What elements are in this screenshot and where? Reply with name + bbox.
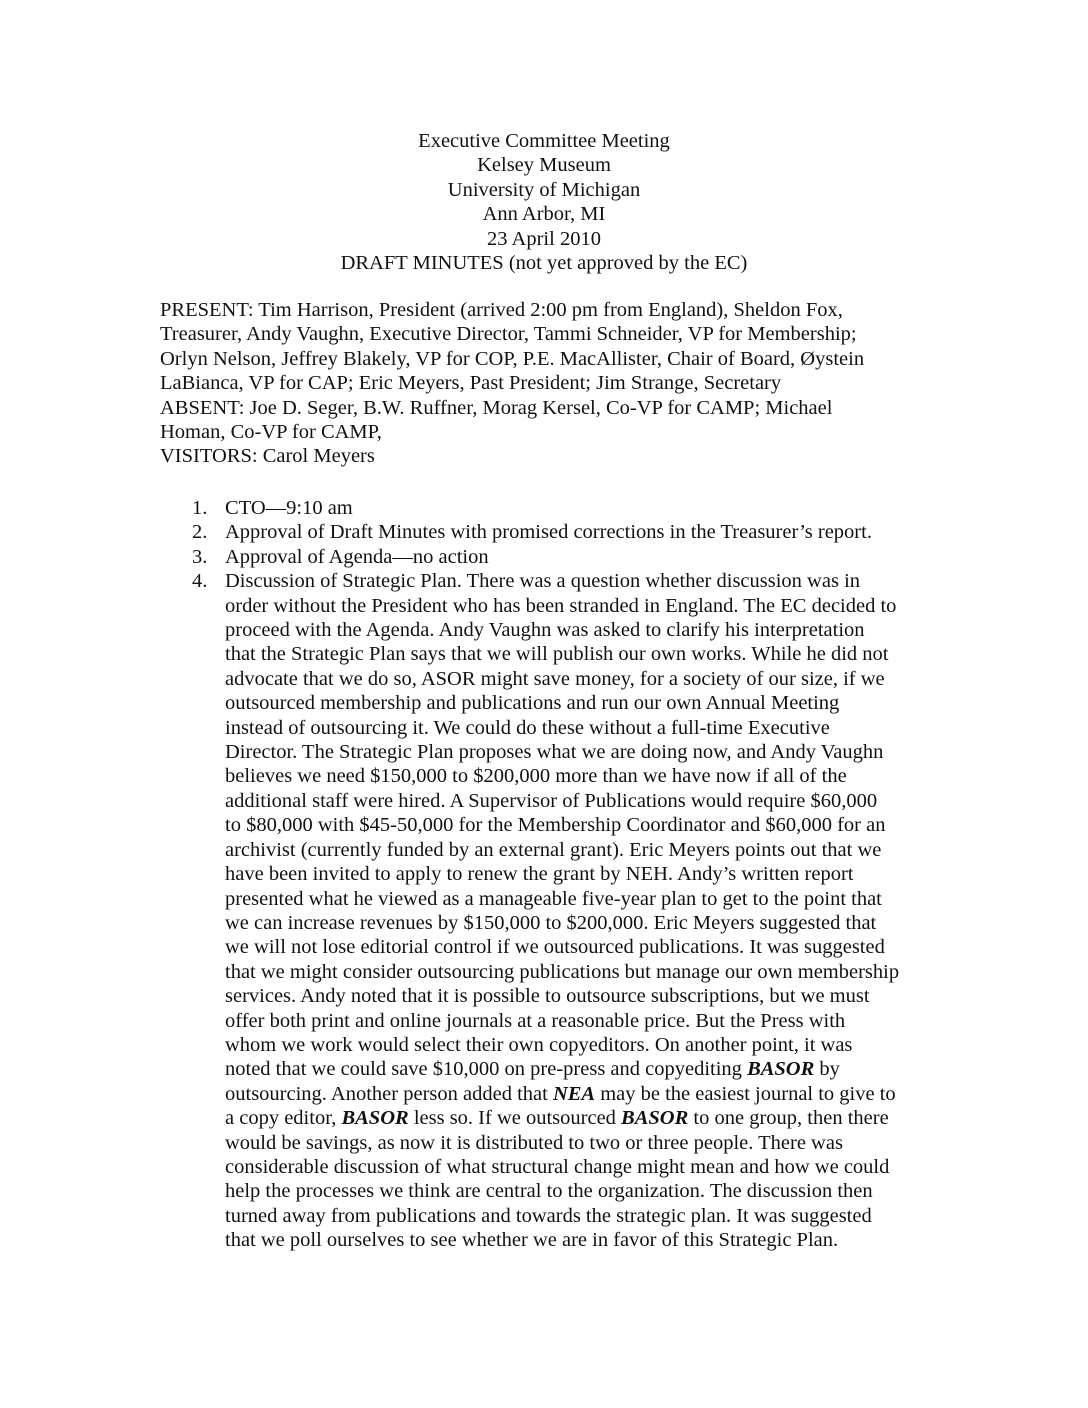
paragraph-line: to $80,000 with $45-50,000 for the Membership Coordinator and $60,000 for an [225, 814, 886, 837]
journal-name: NEA [552, 1082, 596, 1105]
paragraph-line: advocate that we do so, ASOR might save money, for a society of our size, if we [225, 667, 885, 690]
paragraph-line: a copy editor, BASOR less so. If we outsourced BASOR to one group, then there [225, 1107, 889, 1130]
paragraph-line: proceed with the Agenda. Andy Vaughn was asked to clarify his interpretation [225, 619, 865, 642]
absent-line: ABSENT: Joe D. Seger, B.W. Ruffner, Morag Kersel, Co-VP for CAMP; Michael [160, 396, 833, 419]
agenda-item-paragraph [225, 569, 932, 1252]
paragraph-line: additional staff were hired. A Supervisor of Publications would require $60,000 [225, 789, 878, 812]
attendance-line: Treasurer, Andy Vaughn, Executive Director, Tammi Schneider, VP for Membership; [160, 323, 857, 346]
meeting-date: 23 April 2010 [487, 227, 601, 250]
agenda-item-text: Approval of Agenda—no action [225, 545, 489, 568]
paragraph-line: Discussion of Strategic Plan. There was a question whether discussion was in [225, 570, 861, 593]
paragraph-line: would be savings, as now it is distributed to two or three people. There was [225, 1131, 843, 1154]
paragraph-line: instead of outsourcing it. We could do these without a full-time Executive [225, 716, 830, 739]
paragraph-line: that we might consider outsourcing publications but manage our own membership [225, 960, 900, 983]
paragraph-line: have been invited to apply to renew the grant by NEH. Andy’s written report [225, 863, 854, 886]
journal-name: BASOR [341, 1107, 409, 1130]
paragraph-line: we can increase revenues by $150,000 to $200,000. Eric Meyers suggested that [225, 911, 877, 934]
attendance-block [160, 298, 960, 469]
meeting-city: Ann Arbor, MI [482, 203, 606, 226]
agenda-item-number: 4. [192, 570, 208, 593]
agenda-item [192, 569, 932, 1252]
agenda-item-text: Approval of Draft Minutes with promised corrections in the Treasurer’s report. [225, 521, 872, 544]
paragraph-line: help the processes we think are central to the organization. The discussion then [225, 1180, 873, 1203]
attendance-line: LaBianca, VP for CAP; Eric Meyers, Past President; Jim Strange, Secretary [160, 372, 782, 395]
meeting-venue: Kelsey Museum [477, 154, 611, 177]
paragraph-line: that the Strategic Plan says that we will publish our own works. While he did not [225, 643, 889, 666]
agenda-item-number: 3. [192, 545, 208, 568]
agenda-item [192, 520, 932, 544]
paragraph-line: Director. The Strategic Plan proposes what we are doing now, and Andy Vaughn [225, 741, 884, 764]
paragraph-line: noted that we could save $10,000 on pre-press and copyediting BASOR by [225, 1058, 840, 1081]
paragraph-line: offer both print and online journals at a reasonable price. But the Press with [225, 1009, 846, 1032]
paragraph-line: order without the President who has been stranded in England. The EC decided to [225, 594, 897, 617]
paragraph-line: whom we work would select their own copyeditors. On another point, it was [225, 1033, 853, 1056]
visitors-line: VISITORS: Carol Meyers [160, 445, 375, 468]
agenda-item-number: 2. [192, 521, 208, 544]
meeting-institution: University of Michigan [447, 178, 641, 201]
agenda-item-number: 1. [192, 497, 208, 519]
paragraph-line: believes we need $150,000 to $200,000 more than we have now if all of the [225, 765, 847, 788]
paragraph-line: services. Andy noted that it is possible to outsource subscriptions, but we must [225, 985, 870, 1008]
absent-line: Homan, Co-VP for CAMP, [160, 421, 382, 444]
paragraph-line: outsourcing. Another person added that NEA may be the easiest journal to give to [225, 1082, 896, 1105]
paragraph-line: that we poll ourselves to see whether we are in favor of this Strategic Plan. [225, 1229, 839, 1252]
paragraph-line: we will not lose editorial control if we outsourced publications. It was suggested [225, 936, 885, 959]
attendance-line: Orlyn Nelson, Jeffrey Blakely, VP for COP, P.E. MacAllister, Chair of Board, Øystein [160, 347, 865, 370]
document-header [0, 129, 1088, 275]
agenda-item [192, 545, 932, 569]
paragraph-line: archivist (currently funded by an external grant). Eric Meyers points out that we [225, 838, 882, 861]
attendance-line: PRESENT: Tim Harrison, President (arrived 2:00 pm from England), Sheldon Fox, [160, 299, 843, 321]
paragraph-line: presented what he viewed as a manageable five-year plan to get to the point that [225, 887, 882, 910]
agenda-list [192, 496, 932, 1253]
journal-name: BASOR [621, 1107, 689, 1130]
agenda-item-text: CTO—9:10 am [225, 497, 353, 519]
meeting-title: Executive Committee Meeting [418, 130, 670, 152]
paragraph-line: turned away from publications and towards the strategic plan. It was suggested [225, 1204, 872, 1227]
agenda-item [192, 496, 932, 520]
journal-name: BASOR [747, 1058, 815, 1081]
paragraph-line: considerable discussion of what structural change might mean and how we could [225, 1155, 890, 1178]
paragraph-line: outsourced membership and publications and run our own Annual Meeting [225, 692, 840, 715]
minutes-status: DRAFT MINUTES (not yet approved by the EC) [340, 252, 748, 275]
